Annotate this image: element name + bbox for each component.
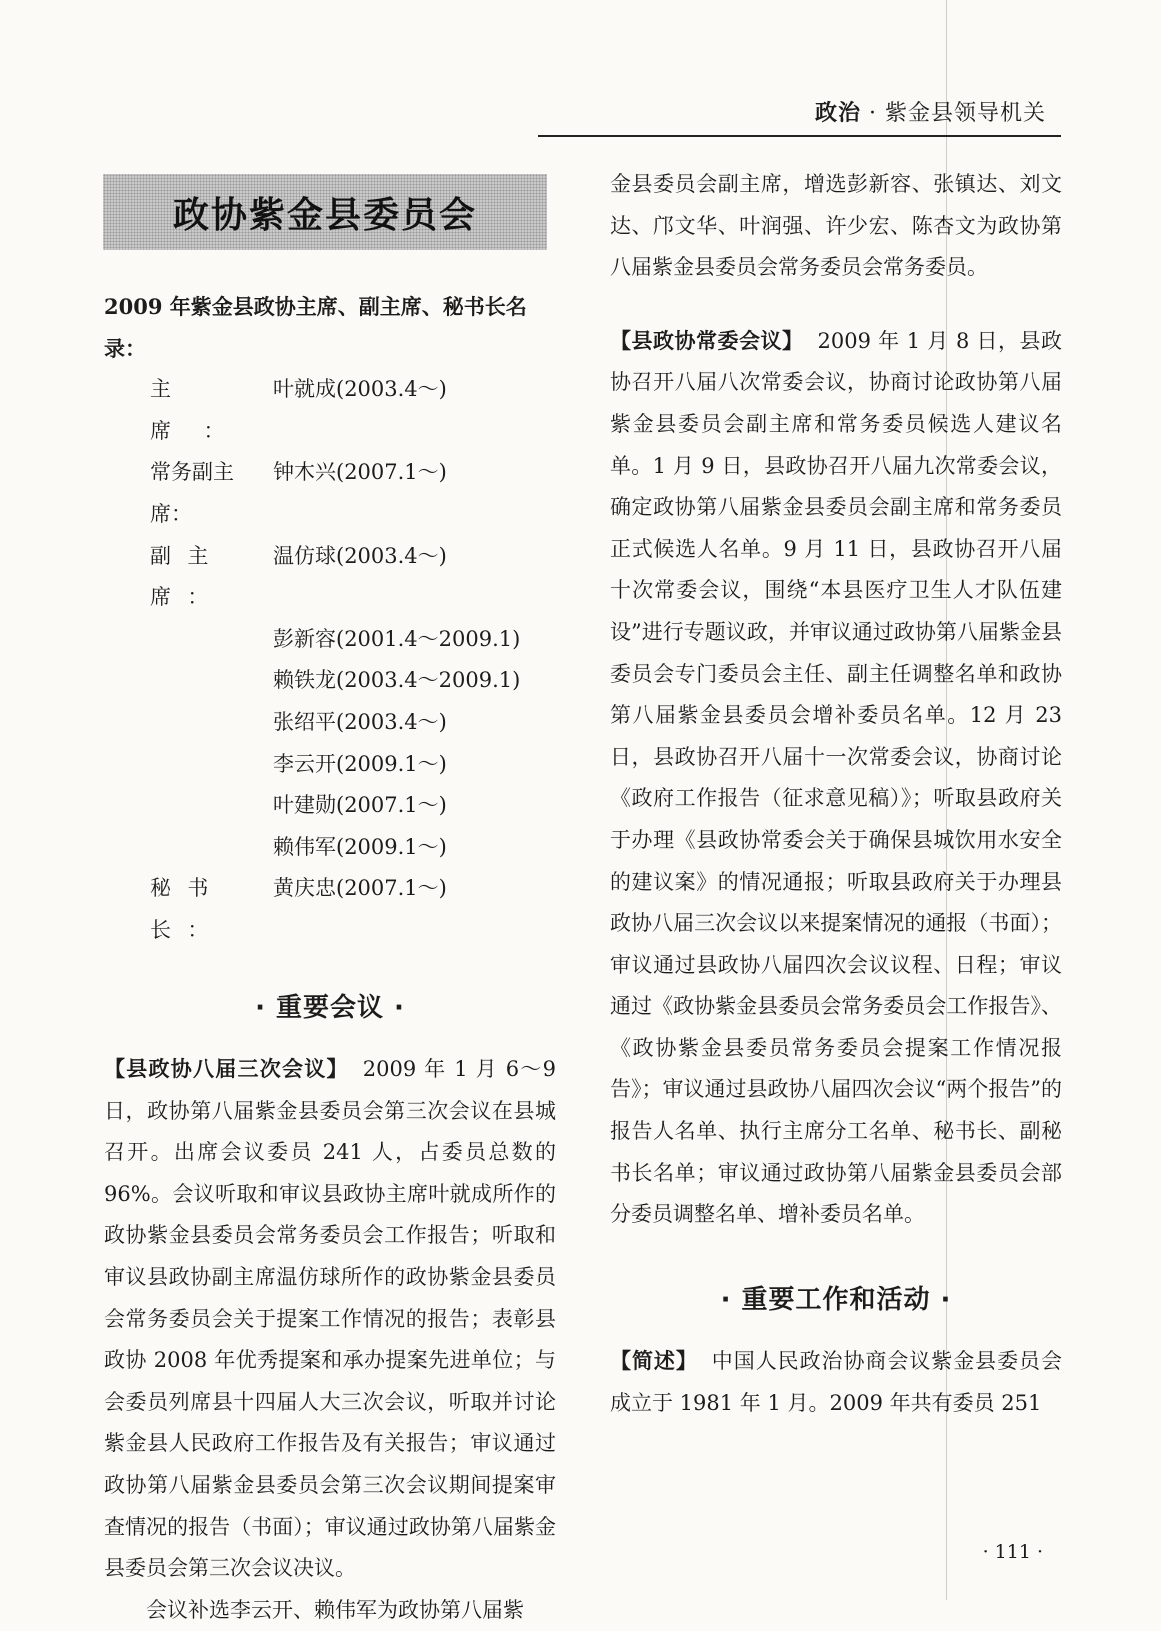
roster-name: 赖伟军(2009.1～) — [273, 834, 447, 859]
roster-name: 温仿球(2003.4～) — [273, 543, 447, 568]
roster-role — [104, 619, 273, 661]
roster-name: 李云开(2009.1～) — [273, 751, 447, 776]
roster-name: 彭新容(2001.4～2009.1) — [273, 626, 521, 651]
roster-row — [104, 452, 556, 535]
roster-row — [104, 702, 556, 744]
roster-row — [104, 536, 556, 619]
roster-row — [104, 785, 556, 827]
overview-label: 【简述】 — [610, 1349, 698, 1374]
running-header — [815, 96, 1046, 127]
roster-heading: 2009 年紫金县政协主席、副主席、秘书长名录： — [104, 294, 527, 361]
page-number: · 111 · — [982, 1541, 1043, 1563]
meeting2-text: 2009 年 1 月 8 日，县政协召开八届八次常委会议，协商讨论政协第八届紫金县委员会副主席和常务委员候选人建议名单。1 月 9 日，县政协召开八届九次常委会议，确定政协第八届紫金县委员会副主席和常务委员正式候选人名单。9 月 11 日，县政协召开八届十次常委会议，围绕“本县医疗卫生人才队伍建设”进行专题议政，并审议通过政协第八届紫金县委员会专门委员会主任、副主任调整名单和政协第八届紫金县委员会增补委员名单。12 月 23 日，县政协召开八届十一次常委会议，协商讨论《政府工作报告（征求意见稿）》；听取县政府关于办理《县政协常委会关于确保县城饮用水安全的建议案》的情况通报；听取县政府关于办理县政协八届三次会议以来提案情况的通报（书面）；审议通过县政协八届四次会议议程、日程；审议通过《政协紫金县委员会常务委员会工作报告》、《政协紫金县委员常务委员会提案工作情况报告》；审议通过县政协八届四次会议“两个报告”的报告人名单、执行主席分工名单、秘书长、副秘书长名单；审议通过政协第八届紫金县委员会部分委员调整名单、增补委员名单。 — [610, 328, 1063, 1227]
roster-name: 钟木兴(2007.1～) — [273, 460, 447, 485]
page-title: 政协紫金县委员会 — [172, 194, 477, 236]
roster-role — [104, 785, 273, 827]
meeting2-label: 【县政协常委会议】 — [610, 328, 804, 353]
title-banner — [103, 174, 547, 250]
roster-row — [104, 369, 556, 452]
roster-row — [104, 827, 556, 869]
meeting1-continuation-start: 会议补选李云开、赖伟军为政协第八届紫 — [146, 1597, 524, 1622]
meeting2-paragraph — [610, 321, 1062, 1236]
roster-row — [104, 619, 556, 661]
header-subsection: 紫金县领导机关 — [884, 101, 1046, 126]
roster-role: 主 席： — [150, 377, 258, 443]
roster-role: 副主席： — [150, 543, 225, 610]
overview-paragraph — [610, 1341, 1062, 1424]
meeting1-paragraph — [104, 1049, 556, 1590]
roster-row — [104, 744, 556, 786]
roster-role — [104, 827, 273, 869]
roster-name: 张绍平(2003.4～) — [273, 709, 447, 734]
header-section: 政治 — [814, 100, 861, 126]
roster-list — [104, 369, 556, 951]
header-separator: · — [868, 101, 877, 126]
roster-role: 秘书长： — [150, 876, 225, 942]
roster-name: 赖铁龙(2003.4～2009.1) — [273, 668, 521, 693]
section-heading-meetings: · 重要会议 · — [255, 992, 405, 1023]
roster-name: 黄庆忠(2007.1～) — [273, 876, 447, 901]
roster-role — [104, 660, 273, 702]
header-rule — [538, 135, 1061, 137]
section-heading-activities: · 重要工作和活动 · — [720, 1284, 952, 1315]
roster-role: 常务副主席： — [150, 460, 234, 526]
meeting1-text: 2009 年 1 月 6～9 日，政协第八届紫金县委员会第三次会议在县城召开。出席会议委员 241 人，占委员总数的 96%。会议听取和审议县政协主席叶就成所作的政协紫金县委员会常务委员会工作报告；听取和审议县政协副主席温仿球所作的政协紫金县委员会常务委员会关于提案工作情况的报告；表彰县政协 2008 年优秀提案和承办提案先进单位；与会委员列席县十四届人大三次会议，听取并讨论紫金县人民政府工作报告及有关报告；审议通过政协第八届紫金县委员会第三次会议期间提案审查情况的报告（书面）；审议通过政协第八届紫金县委员会第三次会议决议。 — [104, 1057, 556, 1581]
roster-name: 叶就成(2003.4～) — [273, 377, 447, 402]
left-column — [104, 286, 556, 1631]
right-column — [610, 164, 1062, 1425]
roster-row — [104, 868, 556, 951]
roster-role — [104, 702, 273, 744]
meeting1-continuation-end: 金县委员会副主席，增选彭新容、张镇达、刘文达、邝文华、叶润强、许少宏、陈杏文为政协第八届紫金县委员会常务委员会常务委员。 — [610, 172, 1062, 280]
paragraph-gap — [610, 289, 1062, 321]
overview-text: 中国人民政治协商会议紫金县委员会成立于 1981 年 1 月。2009 年共有委员 251 — [610, 1349, 1063, 1416]
meeting1-label: 【县政协八届三次会议】 — [104, 1057, 349, 1082]
roster-role — [104, 744, 273, 786]
roster-name: 叶建勋(2007.1～) — [273, 793, 447, 818]
roster-row — [104, 660, 556, 702]
